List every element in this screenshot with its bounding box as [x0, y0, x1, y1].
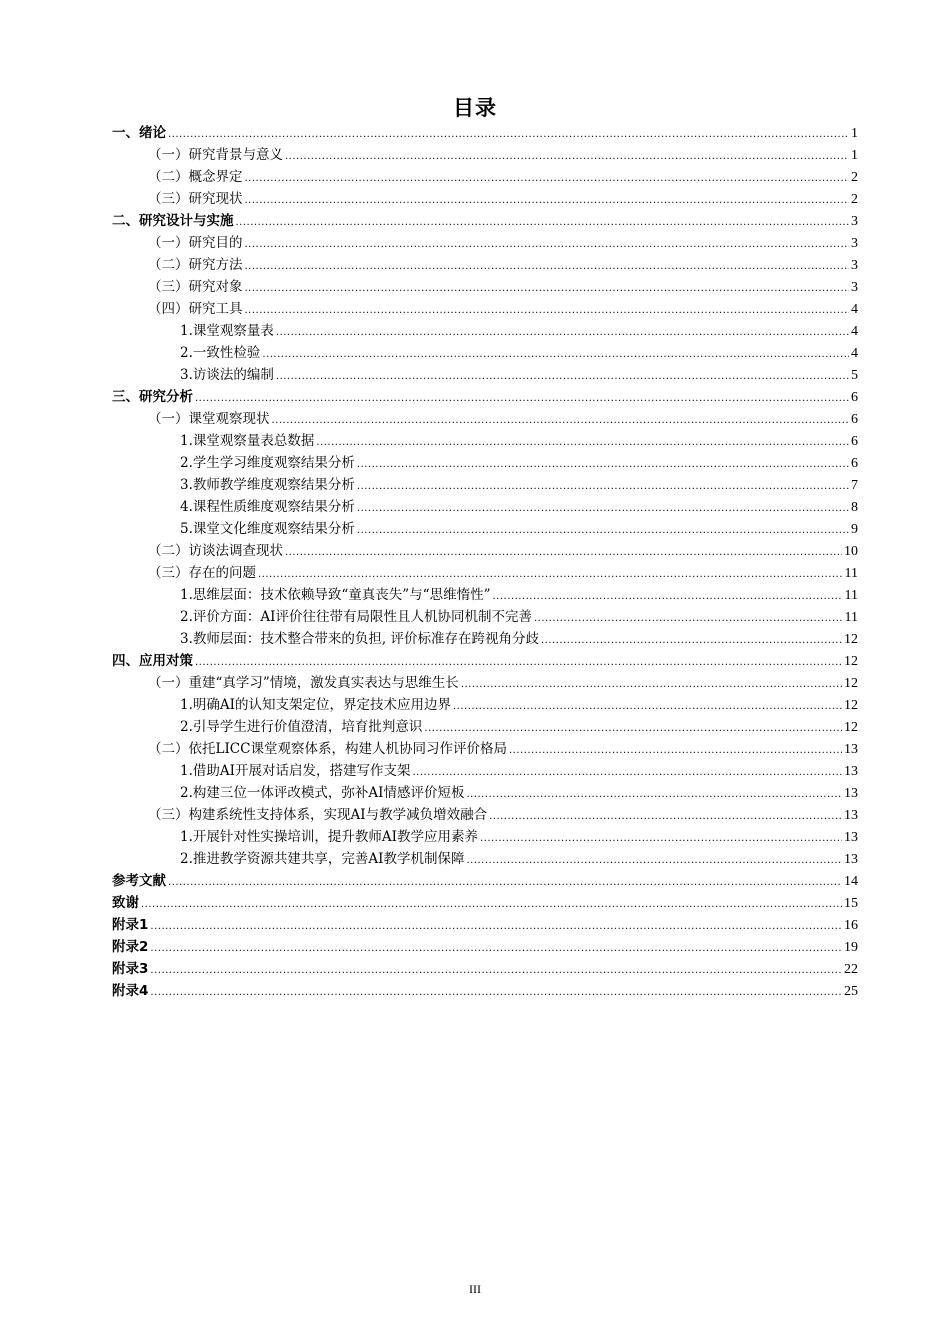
toc-entry-page: 11: [844, 566, 858, 581]
toc-entry-label: （三）存在的问题: [148, 565, 256, 581]
toc-entry[interactable]: [112, 298, 858, 320]
toc-entry[interactable]: [112, 430, 858, 452]
toc-entry[interactable]: [112, 496, 858, 518]
dot-leader: [276, 366, 849, 388]
dot-leader: [357, 498, 849, 520]
dot-leader: [150, 960, 842, 982]
toc-entry[interactable]: [112, 188, 858, 210]
dot-leader: [245, 278, 850, 300]
dot-leader: [258, 564, 843, 586]
toc-entry-page: 13: [844, 808, 858, 823]
dot-leader: [141, 894, 842, 916]
toc-entry[interactable]: [112, 474, 858, 496]
toc-entry-label: 附录1: [112, 917, 149, 933]
toc-entry-label: （四）研究工具: [148, 301, 243, 317]
toc-entry-label: 一、绪论: [112, 125, 166, 141]
toc-entry[interactable]: [112, 738, 858, 760]
toc-entry[interactable]: [112, 408, 858, 430]
dot-leader: [285, 542, 842, 564]
toc-entry-page: 6: [851, 412, 858, 427]
toc-entry-label: 1.课堂观察量表: [180, 323, 274, 339]
toc-entry-page: 6: [851, 434, 858, 449]
dot-leader: [285, 146, 849, 168]
toc-entry-page: 14: [844, 874, 858, 889]
toc-entry-label: （三）研究现状: [148, 191, 243, 207]
toc-entry[interactable]: [112, 606, 858, 628]
toc-entry-label: （一）研究背景与意义: [148, 147, 283, 163]
toc-entry[interactable]: [112, 364, 858, 386]
dot-leader: [195, 388, 849, 410]
dot-leader: [262, 344, 849, 366]
toc-entry-page: 8: [851, 500, 858, 515]
toc-entry-page: 19: [844, 940, 858, 955]
toc-entry-label: （三）构建系统性支持体系，实现AI与教学减负增效融合: [148, 807, 488, 823]
toc-entry[interactable]: [112, 848, 858, 870]
dot-leader: [412, 762, 842, 784]
toc-entry-page: 11: [844, 588, 858, 603]
toc-entry-label: 四、应用对策: [112, 653, 193, 669]
toc-entry[interactable]: [112, 584, 858, 606]
toc-entry-label: 1.思维层面：技术依赖导致“童真丧失”与“思维惰性”: [180, 587, 491, 603]
toc-entry-page: 13: [844, 830, 858, 845]
toc-entry-page: 2: [851, 170, 858, 185]
toc-entry-label: （三）研究对象: [148, 279, 243, 295]
toc-entry-page: 10: [844, 544, 858, 559]
toc-entry-label: 1.明确AI的认知支架定位，界定技术应用边界: [180, 697, 451, 713]
toc-entry-label: 3.教师层面：技术整合带来的负担, 评价标准存在跨视角分歧: [180, 631, 539, 647]
dot-leader: [245, 168, 850, 190]
toc-entry-page: 13: [844, 786, 858, 801]
toc-entry-page: 3: [851, 236, 858, 251]
toc-entry-label: 2.引导学生进行价值澄清，培育批判意识: [180, 719, 423, 735]
toc-entry[interactable]: [112, 694, 858, 716]
dot-leader: [466, 850, 842, 872]
toc-entry[interactable]: [112, 540, 858, 562]
toc-entry-label: 3.教师教学维度观察结果分析: [180, 477, 355, 493]
toc-entry-page: 16: [844, 918, 858, 933]
toc-entry[interactable]: [112, 650, 858, 672]
toc-entry-page: 1: [851, 148, 858, 163]
toc-entry-page: 4: [851, 346, 858, 361]
dot-leader: [245, 256, 850, 278]
dot-leader: [357, 454, 849, 476]
toc-entry-label: 4.课程性质维度观察结果分析: [180, 499, 355, 515]
toc-entry-page: 2: [851, 192, 858, 207]
toc-entry-page: 15: [844, 896, 858, 911]
toc-entry[interactable]: [112, 782, 858, 804]
toc-entry[interactable]: [112, 716, 858, 738]
toc-entry[interactable]: [112, 870, 858, 892]
dot-leader: [195, 652, 842, 674]
table-of-contents: [112, 122, 858, 1002]
dot-leader: [357, 476, 849, 498]
dot-leader: [272, 410, 850, 432]
dot-leader: [150, 982, 842, 1004]
toc-entry-page: 12: [844, 632, 858, 647]
dot-leader: [245, 300, 850, 322]
dot-leader: [541, 630, 842, 652]
toc-entry-label: 5.课堂文化维度观察结果分析: [180, 521, 355, 537]
toc-entry-page: 6: [851, 390, 858, 405]
toc-entry-page: 1: [851, 126, 858, 141]
toc-entry-label: 2.构建三位一体评改模式，弥补AI情感评价短板: [180, 785, 465, 801]
toc-entry-page: 12: [844, 654, 858, 669]
toc-entry-label: （一）研究目的: [148, 235, 243, 251]
toc-entry-label: 附录2: [112, 939, 149, 955]
toc-entry[interactable]: [112, 254, 858, 276]
toc-entry-label: 1.借助AI开展对话启发，搭建写作支架: [180, 763, 411, 779]
toc-entry[interactable]: [112, 760, 858, 782]
toc-entry-page: 4: [851, 324, 858, 339]
toc-entry-page: 13: [844, 852, 858, 867]
toc-entry-page: 11: [844, 610, 858, 625]
toc-entry[interactable]: [112, 386, 858, 408]
dot-leader: [168, 124, 849, 146]
toc-entry[interactable]: [112, 672, 858, 694]
toc-entry[interactable]: [112, 144, 858, 166]
toc-entry-label: 三、研究分析: [112, 389, 193, 405]
toc-entry-label: 2.一致性检验: [180, 345, 261, 361]
toc-entry-label: （一）课堂观察现状: [148, 411, 270, 427]
toc-entry[interactable]: [112, 804, 858, 826]
dot-leader: [480, 828, 842, 850]
dot-leader: [424, 718, 842, 740]
toc-entry-page: 12: [844, 676, 858, 691]
toc-entry-page: 3: [851, 258, 858, 273]
dot-leader: [357, 520, 849, 542]
toc-entry-page: 3: [851, 280, 858, 295]
toc-entry[interactable]: [112, 342, 858, 364]
toc-entry-page: 12: [844, 720, 858, 735]
toc-entry-label: 致谢: [112, 895, 139, 911]
dot-leader: [245, 190, 850, 212]
toc-entry-label: 2.学生学习维度观察结果分析: [180, 455, 355, 471]
toc-entry-label: 附录4: [112, 983, 149, 999]
toc-entry[interactable]: [112, 320, 858, 342]
dot-leader: [276, 322, 849, 344]
dot-leader: [489, 806, 842, 828]
toc-entry[interactable]: [112, 562, 858, 584]
toc-entry[interactable]: [112, 276, 858, 298]
toc-entry-label: 二、研究设计与实施: [112, 213, 234, 229]
toc-entry-page: 25: [844, 984, 858, 999]
toc-entry-label: （二）依托LICC课堂观察体系，构建人机协同习作评价格局: [148, 741, 507, 757]
toc-entry[interactable]: [112, 210, 858, 232]
toc-entry-label: （一）重建“真学习”情境，激发真实表达与思维生长: [148, 675, 459, 691]
toc-entry[interactable]: [112, 936, 858, 958]
dot-leader: [461, 674, 842, 696]
dot-leader: [453, 696, 842, 718]
toc-entry-page: 7: [851, 478, 858, 493]
dot-leader: [493, 586, 843, 608]
dot-leader: [150, 916, 842, 938]
toc-entry[interactable]: [112, 232, 858, 254]
dot-leader: [316, 432, 849, 454]
toc-entry[interactable]: [112, 914, 858, 936]
toc-entry-label: 2.评价方面：AI评价往往带有局限性且人机协同机制不完善: [180, 609, 532, 625]
toc-entry-label: （二）访谈法调查现状: [148, 543, 283, 559]
page-number: III: [469, 1282, 481, 1296]
toc-entry-page: 22: [844, 962, 858, 977]
toc-entry-label: 参考文献: [112, 873, 166, 889]
toc-entry-page: 3: [851, 214, 858, 229]
toc-entry-page: 13: [844, 764, 858, 779]
toc-entry-label: 附录3: [112, 961, 149, 977]
dot-leader: [150, 938, 842, 960]
toc-entry-label: 3.访谈法的编制: [180, 367, 274, 383]
toc-entry-label: 1.开展针对性实操培训，提升教师AI教学应用素养: [180, 829, 478, 845]
toc-entry-page: 9: [851, 522, 858, 537]
dot-leader: [236, 212, 850, 234]
page-title: 目录: [453, 96, 497, 120]
toc-entry[interactable]: [112, 518, 858, 540]
dot-leader: [466, 784, 842, 806]
dot-leader: [245, 234, 850, 256]
toc-entry-label: 1.课堂观察量表总数据: [180, 433, 315, 449]
toc-entry[interactable]: [112, 980, 858, 1002]
toc-entry-label: （二）研究方法: [148, 257, 243, 273]
toc-entry-page: 4: [851, 302, 858, 317]
toc-entry-label: 2.推进教学资源共建共享，完善AI教学机制保障: [180, 851, 465, 867]
dot-leader: [509, 740, 842, 762]
toc-entry[interactable]: [112, 452, 858, 474]
dot-leader: [168, 872, 842, 894]
toc-entry-page: 13: [844, 742, 858, 757]
toc-entry[interactable]: [112, 166, 858, 188]
toc-entry[interactable]: [112, 826, 858, 848]
toc-entry[interactable]: [112, 628, 858, 650]
dot-leader: [534, 608, 843, 630]
toc-entry[interactable]: [112, 122, 858, 144]
toc-entry[interactable]: [112, 892, 858, 914]
toc-entry[interactable]: [112, 958, 858, 980]
toc-entry-label: （二）概念界定: [148, 169, 243, 185]
toc-entry-page: 5: [851, 368, 858, 383]
toc-entry-page: 12: [844, 698, 858, 713]
toc-entry-page: 6: [851, 456, 858, 471]
